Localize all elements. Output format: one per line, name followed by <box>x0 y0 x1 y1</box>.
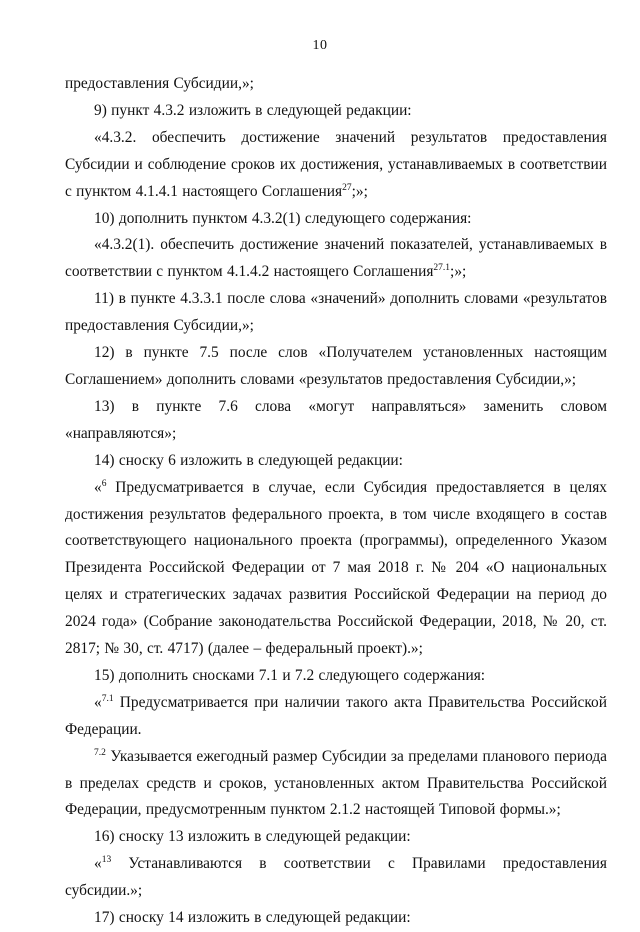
paragraph-text: 10) дополнить пунктом 4.3.2(1) следующего содержания: <box>94 209 472 227</box>
paragraph-text: Предусматривается в случае, если Субсидия предоставляется в целях достижения результатов федерального проекта, в том числе входящего в состав соответствующего национального проекта (программы), определенного Указом Президента Российской Федерации от 7 мая 2018 г. № 204 «О национальных целях и стратегических задачах развития Российской Федерации на период до 2024 года» (Собрание законодательства Российской Федерации, 2018, № 20, ст. 2817; № 30, ст. 4717) (далее – федеральный проект).»; <box>65 478 607 658</box>
paragraph-text: 12) в пункте 7.5 после слов «Получателем установленных настоящим Соглашением» дополнить словами «результатов предоставления Субсидии,»; <box>65 344 607 388</box>
paragraph-text: 17) сноску 14 изложить в следующей редакции: <box>94 909 411 927</box>
paragraph-text: 9) пункт 4.3.2 изложить в следующей редакции: <box>94 101 412 119</box>
footnote-marker: 7.2 <box>94 747 106 758</box>
paragraph-p16 <box>65 905 607 932</box>
paragraph-p13 <box>65 744 607 825</box>
paragraph-p9 <box>65 448 607 475</box>
page-number: 10 <box>312 38 328 53</box>
paragraph-text: ;»; <box>351 182 368 200</box>
paragraph-p10 <box>65 475 607 663</box>
paragraph-text: Устанавливаются в соответствии с Правилами предоставления субсидии.»; <box>65 855 607 900</box>
footnote-marker: 27.1 <box>433 263 451 274</box>
paragraph-text: « <box>94 478 102 496</box>
paragraph-text: Предусматривается при наличии такого акта Правительства Российской Федерации. <box>65 693 607 738</box>
paragraph-p3 <box>65 125 607 206</box>
paragraph-p15 <box>65 851 607 905</box>
paragraph-text: «4.3.2(1). обеспечить достижение значений показателей, устанавливаемых в соответствии с пунктом 4.1.4.2 настоящего Соглашения <box>65 236 607 281</box>
footnote-marker: 6 <box>101 478 107 489</box>
paragraph-p11 <box>65 663 607 690</box>
paragraph-text: 13) в пункте 7.6 слова «могут направляться» заменить словом «направляются»; <box>65 397 607 442</box>
footnote-marker: 13 <box>101 855 112 866</box>
footnote-marker: 7.1 <box>101 693 114 704</box>
paragraph-text: Указывается ежегодный размер Субсидии за пределами планового периода в пределах средств и сроков, установленных актом Правительства Российской Федерации, предусмотренным пунктом 2.1.2 настоящей Типовой формы.»; <box>65 747 607 819</box>
paragraph-text: «4.3.2. обеспечить достижение значений результатов предоставления Субсидии и соблюдение сроков их достижения, устанавливаемых в соответствии с пунктом 4.1.4.1 настоящего Соглашения <box>65 128 607 200</box>
paragraph-p8 <box>65 394 607 448</box>
paragraph-text: « <box>94 693 102 711</box>
paragraph-text: 14) сноску 6 изложить в следующей редакции: <box>94 451 403 469</box>
paragraph-text: 16) сноску 13 изложить в следующей редакции: <box>94 828 411 846</box>
paragraph-text: « <box>94 855 102 873</box>
paragraph-p4 <box>65 206 607 233</box>
paragraph-p1 <box>65 71 607 98</box>
paragraph-p7 <box>65 340 607 394</box>
paragraph-p6 <box>65 286 607 340</box>
document-body <box>65 71 607 932</box>
paragraph-p12 <box>65 690 607 744</box>
paragraph-text: ;»; <box>450 263 467 281</box>
paragraph-p14 <box>65 824 607 851</box>
paragraph-text: предоставления Субсидии,»; <box>65 75 254 92</box>
paragraph-text: 15) дополнить сносками 7.1 и 7.2 следующего содержания: <box>94 666 486 684</box>
paragraph-p5 <box>65 232 607 286</box>
paragraph-text: 11) в пункте 4.3.3.1 после слова «значений» дополнить словами «результатов предоставления Субсидии,»; <box>65 290 607 335</box>
footnote-marker: 27 <box>342 182 352 193</box>
paragraph-p2 <box>65 98 607 125</box>
